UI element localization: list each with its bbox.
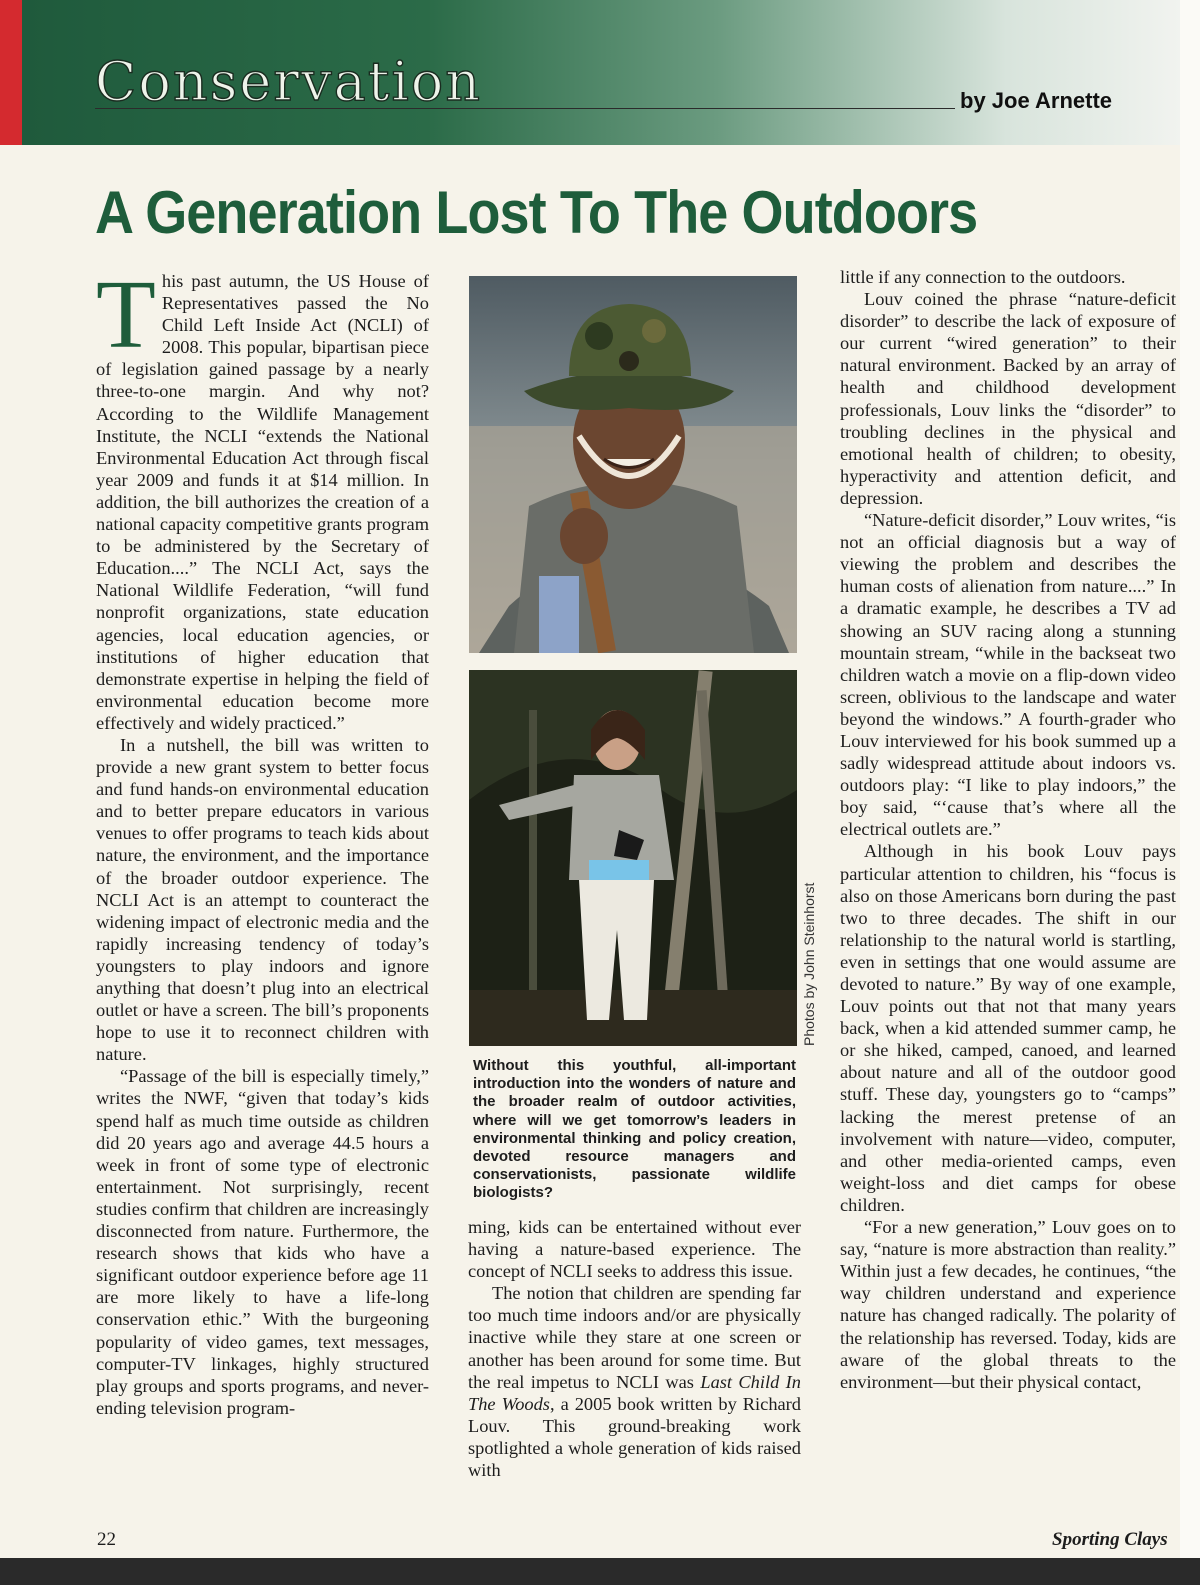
byline: by Joe Arnette: [960, 88, 1113, 113]
book-title: Last Child In The Woods: [468, 1371, 801, 1414]
paragraph: “For a new generation,” Louv goes on to say, “nature is more abstraction than reality.” Within just a few decades, he continues, “the way children understand and experience nature has changed radically. The polarity of the relationship has reversed. Today, kids are aware of the global threats to the environment—but their physical contact,: [840, 1217, 1176, 1392]
bottom-scan-edge: [0, 1558, 1200, 1585]
girl-photo-image: [469, 670, 797, 1046]
boy-photo-image: [469, 276, 797, 653]
article-headline: A Generation Lost To The Outdoors: [95, 179, 978, 246]
red-edge-strip: [0, 0, 22, 145]
paragraph: In a nutshell, the bill was written to provide a new grant system to better focus and fund hands-on environmental education and to better prepare educators in various venues to offer programs to teach kids about nature, the environment, and the importance of the broader outdoor experience. The NCLI Act is an attempt to counteract the widening impact of electronic media and the rapidly increasing tendency of today’s youngsters to play indoors and ignore anything that doesn’t plug into an electrical outlet or have a screen. The bill’s proponents hope to use it to reconnect children with nature.: [96, 734, 429, 1065]
header-rule: [95, 108, 955, 109]
paragraph: ming, kids can be entertained without ever having a nature-based experience. The concept of NCLI seeks to address this issue.: [468, 1217, 801, 1282]
paragraph: “Passage of the bill is especially timely,” writes the NWF, “given that today’s kids spend half as much time outside as children did 20 years ago and average 44.5 hours a week in front of some type of electronic entertainment. Not surprisingly, recent studies confirm that children are increasingly disconnected from nature. Furthermore, the research shows that kids who have a significant outdoor experience before age 11 are more likely to have a life-long conservation ethic.” With the burgeoning popularity of video games, text messages, computer-TV linkages, highly structured play groups and sports programs, and never-ending television program-: [96, 1066, 429, 1418]
drop-cap: T: [96, 261, 156, 369]
magazine-name: Sporting Clays: [1052, 1529, 1168, 1550]
section-title: Conservation: [95, 50, 483, 113]
paragraph: [468, 1282, 801, 1481]
paragraph: [96, 261, 429, 734]
photo-girl-in-woods: [469, 670, 797, 1046]
photo-boy-with-hat: [469, 276, 797, 653]
paragraph: “Nature-deficit disorder,” Louv writes, “is not an official diagnosis but a way of viewing the problem and describes the human costs of alienation from nature....” In a dramatic example, he describes a TV ad showing an SUV racing along a stunning mountain stream, “while in the backseat two children watch a movie on a flip-down video screen, oblivious to the landscape and water beyond the windows.” A fourth-grader who Louv interviewed for his book summed up a sadly widespread attitude about indoors vs. outdoors play: “I like to play indoors,” the boy said, “‘cause that’s where all the electrical outlets are.”: [840, 510, 1176, 840]
article-column-1: [96, 261, 429, 1419]
article-column-2: [468, 1216, 801, 1481]
paragraph-text: The notion that children are spending far too much time indoors and/or are physically inactive while they stare at one screen or another has been around for some time. But the real impetus to NCLI was: [468, 1283, 801, 1392]
paragraph: little if any connection to the outdoors.: [840, 267, 1126, 287]
paragraph-text: , a 2005 book written by Richard Louv. This ground-breaking work spotlighted a whole generation of kids raised with: [468, 1393, 802, 1481]
paragraph-text: his past autumn, the US House of Representatives passed the No Child Left Inside Act (NCLI) of 2008. This popular, bipartisan piece of legislation gained passage by a nearly three-to-one margin. And why not? According to the Wildlife Management Institute, the NCLI “extends the National Environmental Education Act through fiscal year 2009 and funds it at $14 million. In addition, the bill authorizes the creation of a national capacity competitive grants program to be administered by the Secretary of Education....” The NCLI Act, says the National Wildlife Federation, “will fund nonprofit organizations, state education agencies, local education agencies, or institutions of higher education that demonstrate expertise in helping the field of environmental education become more effectively and widely practiced.”: [96, 271, 429, 733]
page-edge: [1180, 0, 1200, 1585]
paragraph: Louv coined the phrase “nature-deficit disorder” to describe the lack of exposure of our current “wired generation” to their natural environment. Backed by an array of health and childhood development professionals, Louv links the “disorder” to troubling declines in the physical and emotional health of children; to obesity, hyperactivity and attention deficit, and depression.: [840, 289, 1176, 508]
article-column-3: [840, 266, 1176, 1393]
photo-credit: Photos by John Steinhorst: [801, 882, 817, 1046]
page-number: 22: [97, 1529, 116, 1550]
paragraph: Although in his book Louv pays particular attention to children, his “focus is also on those Americans born during the past two to three decades. The shift in our relationship to the natural world is startling, even in settings that one would assume are devoted to nature.” By way of one example, Louv points out that not that many years back, when a kid attended summer camp, he or she hiked, camped, canoed, and learned about nature and all of the outdoor good stuff. These day, youngsters go to “camps” lacking the merest pretense of an involvement with nature—video, computer, and other media-oriented camps, even weight-loss and diet camps for obese children.: [840, 841, 1176, 1215]
photo-caption: Without this youthful, all-important introduction into the wonders of nature and the broader realm of outdoor activities, where will we get tomorrow’s leaders in environmental thinking and policy creation, devoted resource managers and conservationists, passionate wildlife biologists?: [473, 1057, 796, 1202]
